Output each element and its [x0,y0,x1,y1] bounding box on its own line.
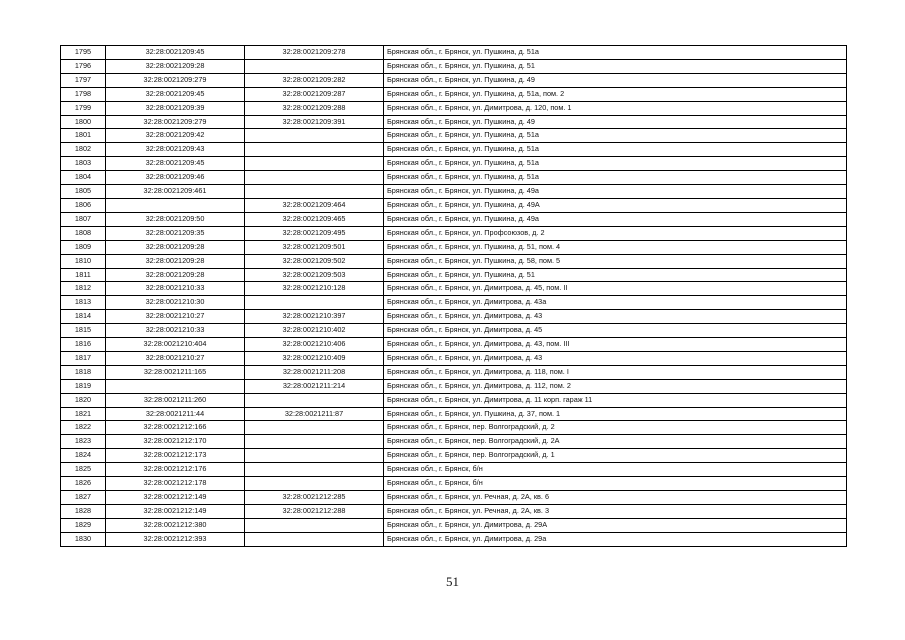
address-cell: Брянская обл., г. Брянск, пер. Волгоградский, д. 2А [384,435,847,449]
related-cadastral-number-cell [245,59,384,73]
table-row [61,477,847,491]
row-number-cell: 1823 [61,435,106,449]
cadastral-number-cell: 32:28:0021212:170 [106,435,245,449]
cadastral-number-cell: 32:28:0021209:28 [106,59,245,73]
cadastral-number-cell: 32:28:0021211:165 [106,365,245,379]
row-number-cell: 1804 [61,171,106,185]
related-cadastral-number-cell: 32:28:0021209:495 [245,226,384,240]
cadastral-number-cell: 32:28:0021210:404 [106,338,245,352]
related-cadastral-number-cell: 32:28:0021211:208 [245,365,384,379]
table-row [61,212,847,226]
table-row [61,226,847,240]
cadastral-number-cell: 32:28:0021212:178 [106,477,245,491]
cadastral-number-cell: 32:28:0021210:30 [106,296,245,310]
address-cell: Брянская обл., г. Брянск, ул. Профсоюзов, д. 2 [384,226,847,240]
related-cadastral-number-cell: 32:28:0021210:128 [245,282,384,296]
address-cell: Брянская обл., г. Брянск, ул. Димитрова, д. 43 [384,310,847,324]
table-row [61,185,847,199]
row-number-cell: 1805 [61,185,106,199]
related-cadastral-number-cell: 32:28:0021210:402 [245,324,384,338]
row-number-cell: 1808 [61,226,106,240]
related-cadastral-number-cell [245,477,384,491]
address-cell: Брянская обл., г. Брянск, ул. Пушкина, д. 49а [384,212,847,226]
row-number-cell: 1830 [61,532,106,546]
cadastral-number-cell: 32:28:0021212:176 [106,463,245,477]
address-cell: Брянская обл., г. Брянск, ул. Димитрова, д. 43, пом. III [384,338,847,352]
related-cadastral-number-cell: 32:28:0021212:288 [245,504,384,518]
cadastral-number-cell: 32:28:0021212:393 [106,532,245,546]
row-number-cell: 1822 [61,421,106,435]
related-cadastral-number-cell: 32:28:0021209:464 [245,198,384,212]
table-row [61,129,847,143]
related-cadastral-number-cell: 32:28:0021210:406 [245,338,384,352]
table-row [61,351,847,365]
row-number-cell: 1813 [61,296,106,310]
related-cadastral-number-cell: 32:28:0021209:503 [245,268,384,282]
related-cadastral-number-cell: 32:28:0021209:288 [245,101,384,115]
table-row [61,365,847,379]
page-number: 51 [446,574,459,589]
row-number-cell: 1799 [61,101,106,115]
registry-table-body [61,46,847,547]
table-row [61,491,847,505]
table-row [61,268,847,282]
related-cadastral-number-cell [245,435,384,449]
address-cell: Брянская обл., г. Брянск, ул. Пушкина, д. 51, пом. 4 [384,240,847,254]
cadastral-number-cell: 32:28:0021211:260 [106,393,245,407]
row-number-cell: 1807 [61,212,106,226]
row-number-cell: 1812 [61,282,106,296]
related-cadastral-number-cell [245,393,384,407]
table-row [61,59,847,73]
related-cadastral-number-cell: 32:28:0021211:214 [245,379,384,393]
related-cadastral-number-cell [245,518,384,532]
cadastral-number-cell: 32:28:0021209:28 [106,240,245,254]
address-cell: Брянская обл., г. Брянск, ул. Пушкина, д. 51а, пом. 2 [384,87,847,101]
cadastral-number-cell: 32:28:0021209:39 [106,101,245,115]
address-cell: Брянская обл., г. Брянск, ул. Димитрова, д. 11 корп. гараж 11 [384,393,847,407]
related-cadastral-number-cell [245,532,384,546]
row-number-cell: 1811 [61,268,106,282]
cadastral-number-cell: 32:28:0021209:279 [106,115,245,129]
row-number-cell: 1795 [61,46,106,60]
table-row [61,463,847,477]
row-number-cell: 1824 [61,449,106,463]
address-cell: Брянская обл., г. Брянск, ул. Пушкина, д. 51а [384,157,847,171]
table-row [61,296,847,310]
related-cadastral-number-cell: 32:28:0021209:502 [245,254,384,268]
address-cell: Брянская обл., г. Брянск, ул. Пушкина, д. 51а [384,46,847,60]
address-cell: Брянская обл., г. Брянск, ул. Димитрова, д. 43а [384,296,847,310]
row-number-cell: 1829 [61,518,106,532]
address-cell: Брянская обл., г. Брянск, ул. Пушкина, д. 49 [384,115,847,129]
cadastral-number-cell: 32:28:0021212:149 [106,491,245,505]
related-cadastral-number-cell [245,143,384,157]
related-cadastral-number-cell: 32:28:0021209:465 [245,212,384,226]
address-cell: Брянская обл., г. Брянск, ул. Речная, д. 2А, кв. 6 [384,491,847,505]
row-number-cell: 1806 [61,198,106,212]
address-cell: Брянская обл., г. Брянск, ул. Пушкина, д. 51а [384,171,847,185]
row-number-cell: 1820 [61,393,106,407]
cadastral-number-cell: 32:28:0021209:43 [106,143,245,157]
related-cadastral-number-cell: 32:28:0021210:409 [245,351,384,365]
related-cadastral-number-cell: 32:28:0021209:391 [245,115,384,129]
row-number-cell: 1802 [61,143,106,157]
row-number-cell: 1818 [61,365,106,379]
related-cadastral-number-cell [245,449,384,463]
cadastral-number-cell [106,198,245,212]
table-row [61,338,847,352]
row-number-cell: 1821 [61,407,106,421]
address-cell: Брянская обл., г. Брянск, ул. Пушкина, д. 37, пом. 1 [384,407,847,421]
row-number-cell: 1801 [61,129,106,143]
row-number-cell: 1828 [61,504,106,518]
table-row [61,421,847,435]
row-number-cell: 1800 [61,115,106,129]
address-cell: Брянская обл., г. Брянск, ул. Димитрова, д. 29А [384,518,847,532]
table-row [61,504,847,518]
address-cell: Брянская обл., г. Брянск, ул. Пушкина, д. 51 [384,268,847,282]
row-number-cell: 1809 [61,240,106,254]
related-cadastral-number-cell [245,421,384,435]
address-cell: Брянская обл., г. Брянск, ул. Пушкина, д. 51а [384,143,847,157]
table-row [61,532,847,546]
address-cell: Брянская обл., г. Брянск, пер. Волгоградский, д. 1 [384,449,847,463]
related-cadastral-number-cell [245,296,384,310]
table-row [61,449,847,463]
cadastral-number-cell: 32:28:0021212:380 [106,518,245,532]
row-number-cell: 1797 [61,73,106,87]
related-cadastral-number-cell: 32:28:0021212:285 [245,491,384,505]
related-cadastral-number-cell: 32:28:0021209:282 [245,73,384,87]
table-row [61,73,847,87]
row-number-cell: 1803 [61,157,106,171]
table-row [61,198,847,212]
cadastral-number-cell: 32:28:0021209:46 [106,171,245,185]
cadastral-number-cell [106,379,245,393]
row-number-cell: 1810 [61,254,106,268]
table-row [61,46,847,60]
related-cadastral-number-cell: 32:28:0021209:278 [245,46,384,60]
address-cell: Брянская обл., г. Брянск, ул. Димитрова, д. 29а [384,532,847,546]
address-cell: Брянская обл., г. Брянск, ул. Пушкина, д. 58, пом. 5 [384,254,847,268]
related-cadastral-number-cell: 32:28:0021209:501 [245,240,384,254]
row-number-cell: 1817 [61,351,106,365]
cadastral-number-cell: 32:28:0021209:45 [106,87,245,101]
address-cell: Брянская обл., г. Брянск, ул. Речная, д. 2А, кв. 3 [384,504,847,518]
related-cadastral-number-cell [245,171,384,185]
address-cell: Брянская обл., г. Брянск, б/н [384,463,847,477]
cadastral-number-cell: 32:28:0021209:42 [106,129,245,143]
cadastral-number-cell: 32:28:0021209:45 [106,157,245,171]
cadastral-number-cell: 32:28:0021212:166 [106,421,245,435]
cadastral-number-cell: 32:28:0021210:27 [106,310,245,324]
table-row [61,393,847,407]
table-row [61,310,847,324]
row-number-cell: 1825 [61,463,106,477]
cadastral-number-cell: 32:28:0021209:279 [106,73,245,87]
cadastral-number-cell: 32:28:0021212:149 [106,504,245,518]
address-cell: Брянская обл., г. Брянск, ул. Пушкина, д. 49а [384,185,847,199]
address-cell: Брянская обл., г. Брянск, ул. Пушкина, д. 49А [384,198,847,212]
related-cadastral-number-cell [245,463,384,477]
cadastral-number-cell: 32:28:0021212:173 [106,449,245,463]
related-cadastral-number-cell: 32:28:0021211:87 [245,407,384,421]
row-number-cell: 1826 [61,477,106,491]
address-cell: Брянская обл., г. Брянск, ул. Пушкина, д. 49 [384,73,847,87]
address-cell: Брянская обл., г. Брянск, б/н [384,477,847,491]
related-cadastral-number-cell [245,157,384,171]
table-row [61,171,847,185]
address-cell: Брянская обл., г. Брянск, ул. Димитрова, д. 45, пом. II [384,282,847,296]
address-cell: Брянская обл., г. Брянск, ул. Димитрова, д. 45 [384,324,847,338]
table-row [61,101,847,115]
cadastral-number-cell: 32:28:0021209:50 [106,212,245,226]
address-cell: Брянская обл., г. Брянск, ул. Димитрова, д. 118, пом. I [384,365,847,379]
table-row [61,240,847,254]
row-number-cell: 1827 [61,491,106,505]
cadastral-number-cell: 32:28:0021209:35 [106,226,245,240]
related-cadastral-number-cell [245,185,384,199]
related-cadastral-number-cell [245,129,384,143]
row-number-cell: 1814 [61,310,106,324]
address-cell: Брянская обл., г. Брянск, ул. Димитрова, д. 120, пом. 1 [384,101,847,115]
row-number-cell: 1815 [61,324,106,338]
cadastral-number-cell: 32:28:0021209:28 [106,254,245,268]
cadastral-number-cell: 32:28:0021211:44 [106,407,245,421]
related-cadastral-number-cell: 32:28:0021210:397 [245,310,384,324]
row-number-cell: 1796 [61,59,106,73]
table-row [61,435,847,449]
cadastral-number-cell: 32:28:0021210:27 [106,351,245,365]
related-cadastral-number-cell: 32:28:0021209:287 [245,87,384,101]
cadastral-number-cell: 32:28:0021209:461 [106,185,245,199]
row-number-cell: 1819 [61,379,106,393]
table-row [61,324,847,338]
cadastral-number-cell: 32:28:0021209:28 [106,268,245,282]
cadastral-number-cell: 32:28:0021209:45 [106,46,245,60]
address-cell: Брянская обл., г. Брянск, пер. Волгоградский, д. 2 [384,421,847,435]
table-row [61,407,847,421]
table-row [61,143,847,157]
row-number-cell: 1798 [61,87,106,101]
table-row [61,518,847,532]
table-row [61,282,847,296]
table-row [61,115,847,129]
table-row [61,379,847,393]
table-row [61,157,847,171]
table-row [61,87,847,101]
row-number-cell: 1816 [61,338,106,352]
cadastral-number-cell: 32:28:0021210:33 [106,282,245,296]
cadastral-number-cell: 32:28:0021210:33 [106,324,245,338]
address-cell: Брянская обл., г. Брянск, ул. Димитрова, д. 112, пом. 2 [384,379,847,393]
table-row [61,254,847,268]
address-cell: Брянская обл., г. Брянск, ул. Пушкина, д. 51а [384,129,847,143]
address-cell: Брянская обл., г. Брянск, ул. Пушкина, д. 51 [384,59,847,73]
property-registry-table [60,45,847,547]
address-cell: Брянская обл., г. Брянск, ул. Димитрова, д. 43 [384,351,847,365]
